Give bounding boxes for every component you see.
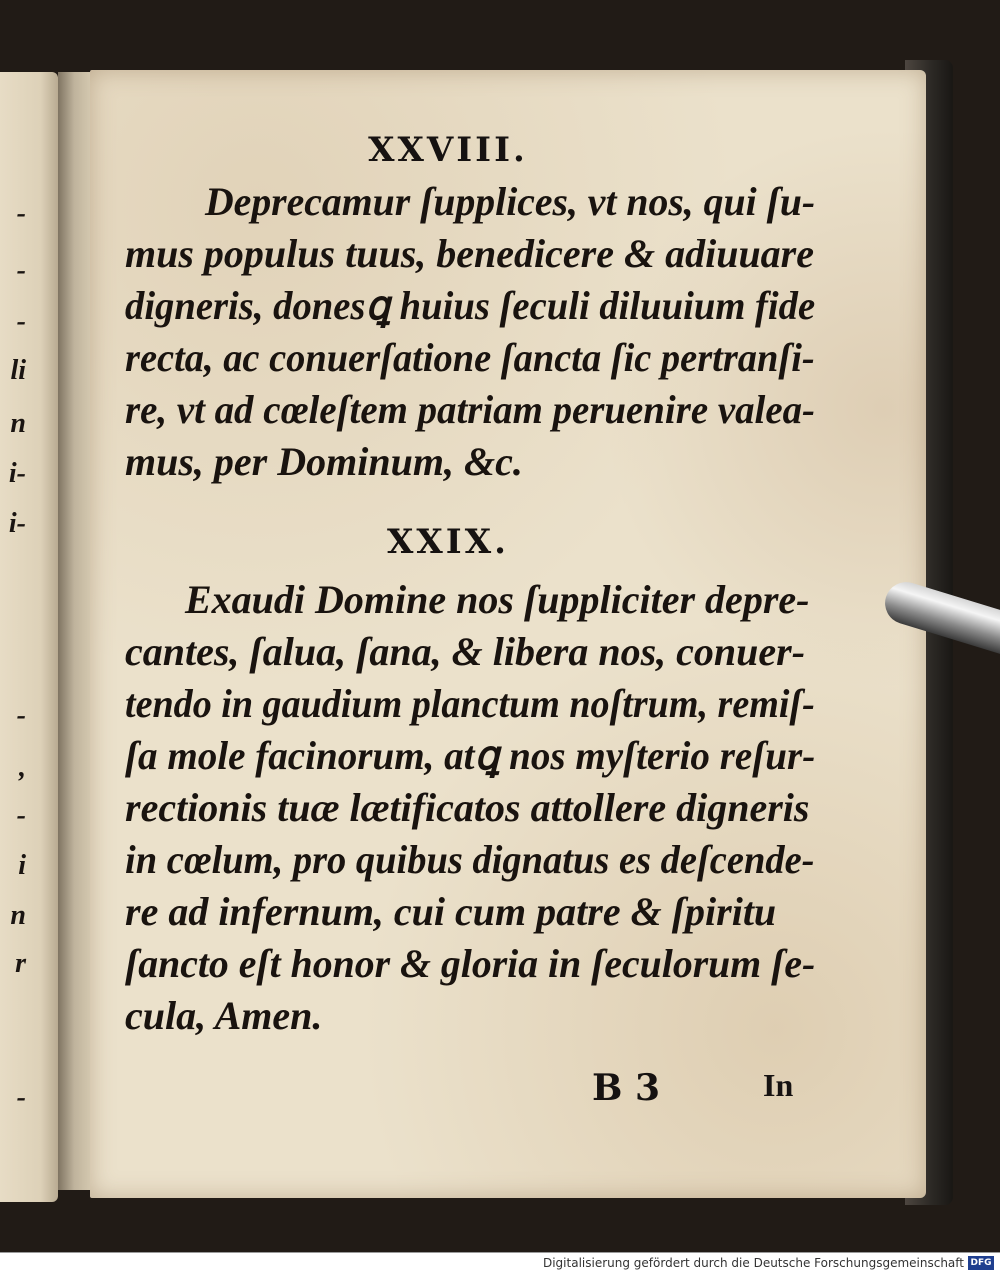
left-page-fragment: n	[10, 900, 26, 931]
left-page-fragment: -	[16, 306, 26, 337]
left-page-fragment: -	[16, 1082, 26, 1113]
left-page-fragment: li	[10, 355, 26, 386]
text-line: Deprecamur ſupplices, vt nos, qui ſu-	[205, 179, 816, 224]
text-line: Exaudi Domine nos ſuppliciter depre-	[185, 577, 810, 622]
section-heading-xxviii: XXVIII.	[368, 130, 528, 170]
text-line: ſa mole facinorum, atꝗ nos myſterio reſur-	[125, 733, 816, 778]
left-page-fragment: i-	[8, 508, 26, 539]
footer-bar	[0, 1252, 1000, 1274]
left-page-fragment: -	[16, 198, 26, 229]
left-page-fragment: -	[16, 800, 26, 831]
book-gutter	[58, 72, 94, 1190]
text-line: rectionis tuæ lætificatos attollere digneris	[125, 785, 810, 830]
left-page-fragment: ,	[19, 752, 26, 783]
text-line: ſancto eſt honor & gloria in ſeculorum ſe-	[125, 941, 816, 986]
text-line: mus, per Dominum, &c.	[125, 439, 523, 484]
section-heading-xxix: XXIX.	[387, 522, 509, 562]
dfg-logo-icon: DFG	[968, 1256, 994, 1270]
text-line: digneris, donesꝗ huius ſeculi diluuium fide	[125, 283, 816, 328]
text-line: re ad infernum, cui cum patre & ſpiritu	[125, 889, 777, 934]
left-page-fragment: -	[16, 255, 26, 286]
text-line: tendo in gaudium planctum noſtrum, remiſ-	[125, 681, 815, 726]
catchword: In	[763, 1067, 794, 1103]
text-line: recta, ac conuerſatione ſancta ſic pertranſi-	[125, 335, 815, 380]
left-page-fragment: n	[10, 408, 26, 439]
text-line: cula, Amen.	[125, 993, 323, 1038]
left-page-fragment: -	[16, 700, 26, 731]
text-line: mus populus tuus, benedicere & adiuuare	[125, 231, 815, 276]
left-page-fragment: i-	[8, 458, 26, 489]
footer-credit: Digitalisierung gefördert durch die Deutsche Forschungsgemeinschaft	[542, 1256, 964, 1270]
left-page	[0, 72, 58, 1202]
text-line: in cœlum, pro quibus dignatus es deſcende-	[125, 837, 815, 882]
left-page-fragment: r	[15, 948, 26, 979]
left-page-fragment: i	[18, 850, 26, 881]
text-line: cantes, ſalua, ſana, & libera nos, conuer-	[125, 629, 806, 674]
text-line: re, vt ad cœleſtem patriam peruenire valea-	[125, 387, 815, 432]
signature-mark: B 3	[592, 1067, 661, 1109]
